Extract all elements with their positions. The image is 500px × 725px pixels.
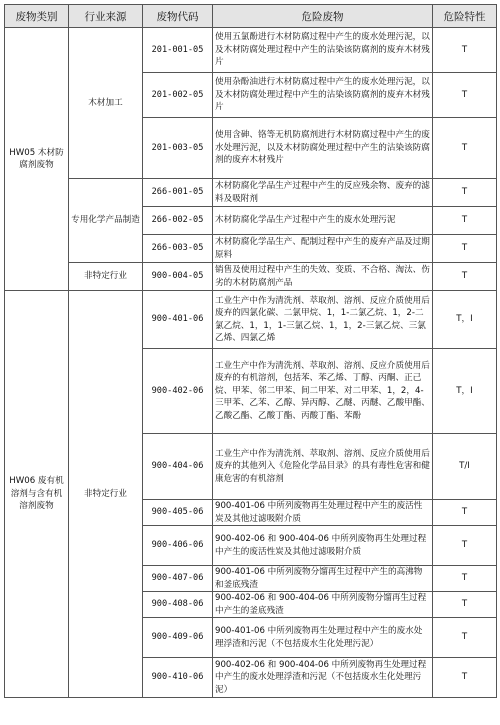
header-waste-category: 废物类别 xyxy=(5,5,69,28)
waste-description-cell: 工业生产中作为清洗剂、萃取剂、溶剂、反应介质使用后废弃的有机溶剂，包括苯、苯乙烯、丁醇、丙酮、正己烷、甲苯、邻二甲苯、间二甲苯、对二甲苯、1，2，4-三甲苯、乙苯、乙醇、异丙醇、乙醚、丙醚、乙酸甲酯、乙酸乙酯、乙酸丁酯、丙酸丁酯、苯酚 xyxy=(213,349,433,434)
waste-description-cell: 木材防腐化学品生产过程中产生的废水处理污泥 xyxy=(213,207,433,235)
waste-description-cell: 使用含砷、铬等无机防腐剂进行木材防腐过程中产生的废水处理污泥，以及木材防腐处理过程中产生的沾染该防腐剂的废弃木材残片 xyxy=(213,118,433,179)
waste-description-cell: 木材防腐化学品生产、配制过程中产生的废弃产品及过期原料 xyxy=(213,235,433,263)
hazard-property-cell: T xyxy=(433,73,497,118)
waste-category-cell: HW05 木材防腐剂废物 xyxy=(5,28,69,291)
waste-description-cell: 900-401-06 中所列废物再生处理过程中产生的废活性炭及其他过滤吸附介质 xyxy=(213,500,433,526)
hazard-property-cell: T xyxy=(433,28,497,73)
header-row xyxy=(5,5,497,28)
waste-description-cell: 900-402-06 和 900-404-06 中所列废物再生处理过程中产生的废活性炭及其他过滤吸附介质 xyxy=(213,526,433,566)
hazard-property-cell: T xyxy=(433,566,497,592)
table-body xyxy=(5,28,497,698)
waste-category-cell: HW06 废有机溶剂与含有机溶剂废物 xyxy=(5,291,69,698)
header-hazardous-waste: 危险废物 xyxy=(213,5,433,28)
header-industry-source: 行业来源 xyxy=(69,5,143,28)
industry-source-cell: 专用化学产品制造 xyxy=(69,179,143,263)
hazard-property-cell: T xyxy=(433,592,497,618)
hazard-property-cell: T xyxy=(433,118,497,179)
hazard-property-cell: T，I xyxy=(433,349,497,434)
waste-description-cell: 使用五氯酚进行木材防腐过程中产生的废水处理污泥，以及木材防腐处理过程中产生的沾染该防腐剂的废弃木材残片 xyxy=(213,28,433,73)
hazard-property-cell: T xyxy=(433,658,497,698)
waste-code-cell: 900-410-06 xyxy=(143,658,213,698)
waste-description-cell: 900-401-06 中所列废物分馏再生过程中产生的高沸物和釜底残渣 xyxy=(213,566,433,592)
hazard-property-cell: T xyxy=(433,207,497,235)
header-waste-code: 废物代码 xyxy=(143,5,213,28)
waste-description-cell: 销售及使用过程中产生的失效、变质、不合格、淘汰、伤劣的木材防腐剂产品 xyxy=(213,263,433,291)
waste-description-cell: 900-401-06 中所列废物再生处理过程中产生的废水处理浮渣和污泥（不包括废水生化处理污泥） xyxy=(213,618,433,658)
hazard-property-cell: T xyxy=(433,235,497,263)
waste-code-cell: 266-003-05 xyxy=(143,235,213,263)
waste-code-cell: 266-001-05 xyxy=(143,179,213,207)
industry-source-cell: 木材加工 xyxy=(69,28,143,179)
waste-code-cell: 900-406-06 xyxy=(143,526,213,566)
waste-description-cell: 工业生产中作为清洗剂、萃取剂、溶剂、反应介质使用后废弃的四氯化碳、二氯甲烷、1，1-二氯乙烷、1，2-二氯乙烷、1，1，1-三氯乙烷、1，1，2-三氯乙烷、三氯乙烯、四氯乙烯 xyxy=(213,291,433,349)
hazardous-waste-table xyxy=(4,4,497,698)
waste-code-cell: 900-408-06 xyxy=(143,592,213,618)
waste-description-cell: 木材防腐化学品生产过程中产生的反应残余物、废弃的滤料及吸附剂 xyxy=(213,179,433,207)
waste-code-cell: 900-405-06 xyxy=(143,500,213,526)
waste-code-cell: 201-002-05 xyxy=(143,73,213,118)
waste-description-cell: 900-402-06 和 900-404-06 中所列废物分馏再生过程中产生的釜底残渣 xyxy=(213,592,433,618)
header-hazard-property: 危险特性 xyxy=(433,5,497,28)
hazard-property-cell: T xyxy=(433,618,497,658)
waste-code-cell: 900-402-06 xyxy=(143,349,213,434)
waste-description-cell: 使用杂酚油进行木材防腐过程中产生的废水处理污泥，以及木材防腐处理过程中产生的沾染该防腐剂的废弃木材残片 xyxy=(213,73,433,118)
table-row xyxy=(5,179,497,207)
hazard-property-cell: T，I xyxy=(433,291,497,349)
table-row xyxy=(5,28,497,73)
table-row xyxy=(5,263,497,291)
industry-source-cell: 非特定行业 xyxy=(69,263,143,291)
waste-code-cell: 201-001-05 xyxy=(143,28,213,73)
waste-code-cell: 900-409-06 xyxy=(143,618,213,658)
hazard-property-cell: T xyxy=(433,263,497,291)
hazard-property-cell: T/I xyxy=(433,434,497,500)
waste-code-cell: 900-401-06 xyxy=(143,291,213,349)
hazard-property-cell: T xyxy=(433,179,497,207)
waste-description-cell: 工业生产中作为清洗剂、萃取剂、溶剂、反应介质使用后废弃的其他列入《危险化学品目录》的具有毒性危害和健康危害的有机溶剂 xyxy=(213,434,433,500)
waste-description-cell: 900-402-06 和 900-404-06 中所列废物再生处理过程中产生的废水处理浮渣和污泥（不包括废水生化处理污泥） xyxy=(213,658,433,698)
waste-code-cell: 900-404-06 xyxy=(143,434,213,500)
hazard-property-cell: T xyxy=(433,500,497,526)
waste-code-cell: 900-407-06 xyxy=(143,566,213,592)
table-row xyxy=(5,291,497,349)
industry-source-cell: 非特定行业 xyxy=(69,291,143,698)
waste-code-cell: 201-003-05 xyxy=(143,118,213,179)
waste-code-cell: 900-004-05 xyxy=(143,263,213,291)
waste-code-cell: 266-002-05 xyxy=(143,207,213,235)
hazard-property-cell: T xyxy=(433,526,497,566)
